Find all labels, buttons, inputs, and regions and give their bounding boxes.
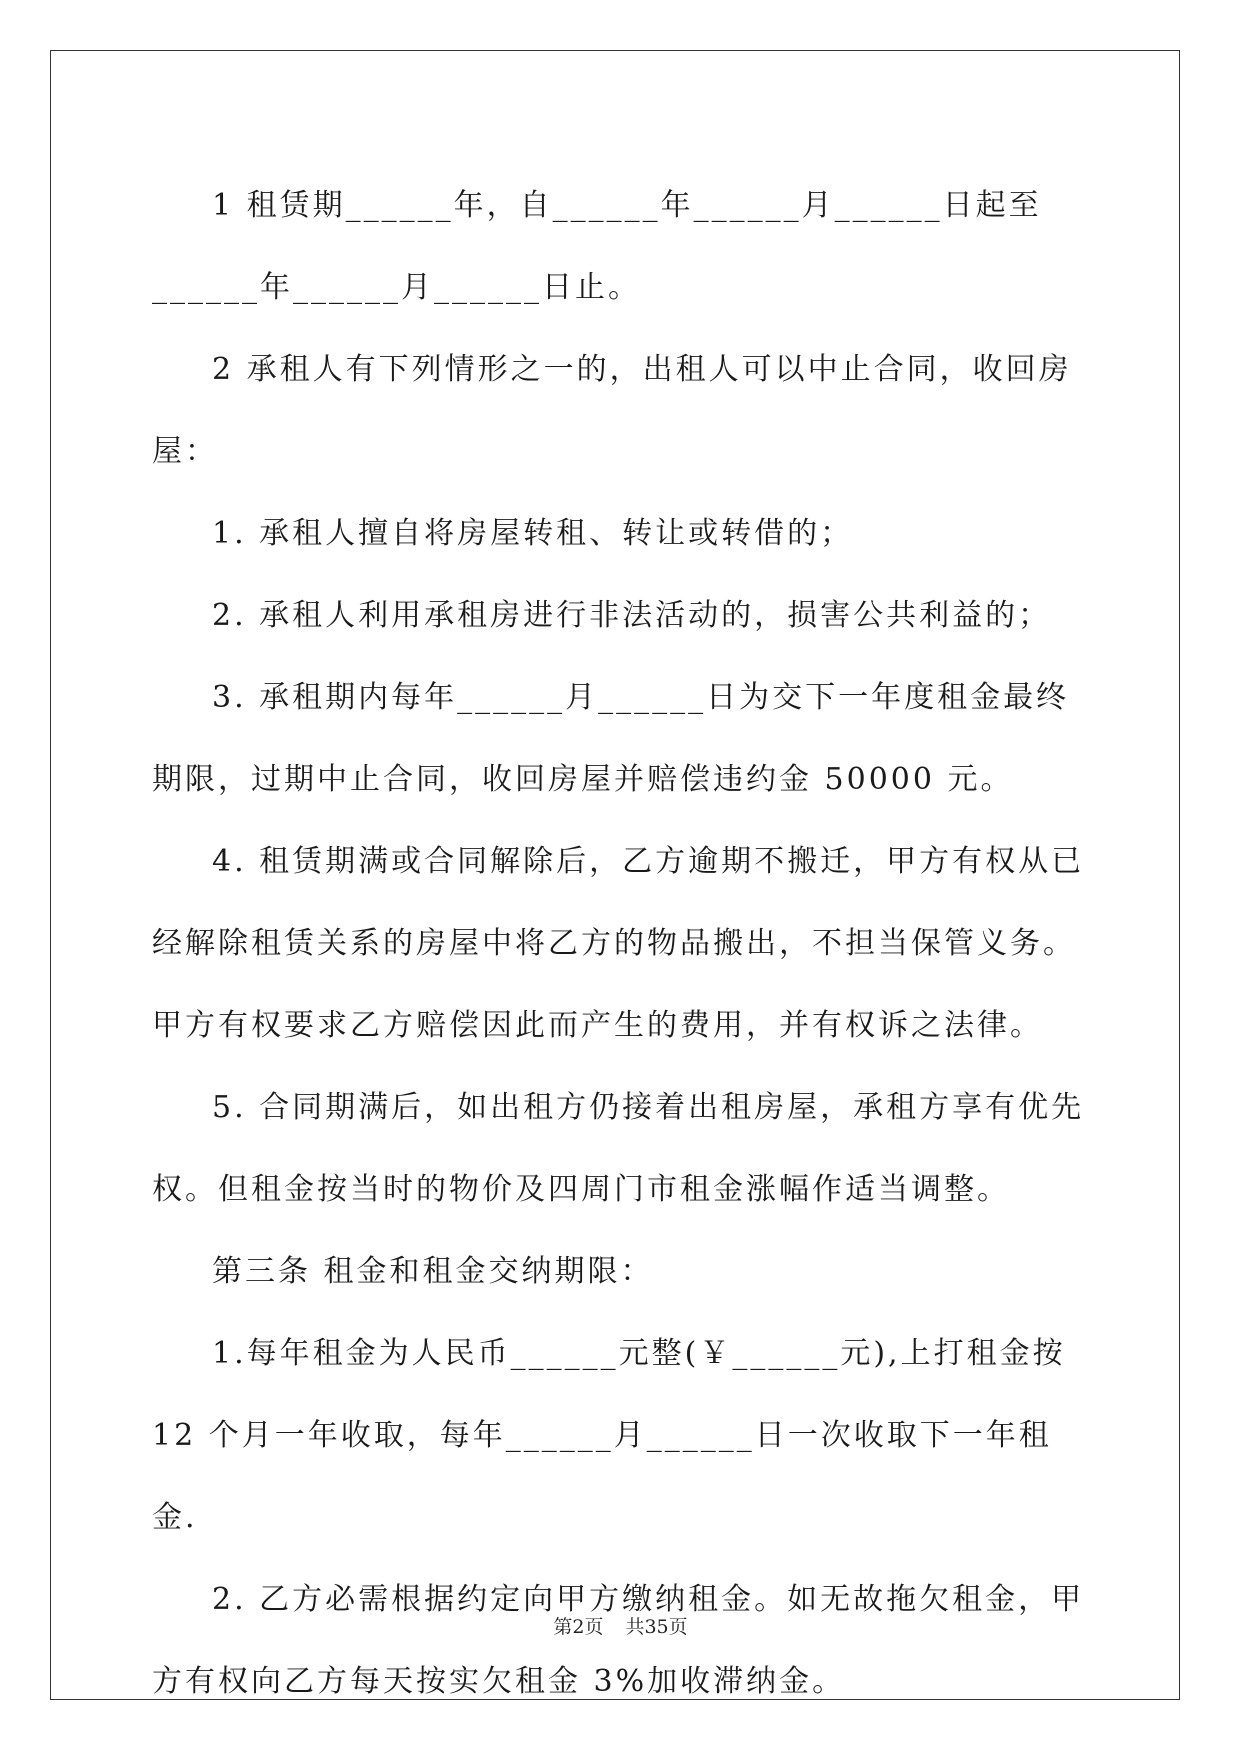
paragraph-renewal-priority-clause: 5. 合同期满后，如出租方仍接着出租房屋，承租方享有优先权。但租金按当时的物价及四周门市租金涨幅作适当调整。 (152, 1090, 1085, 1207)
paragraph-late-fee: 2. 乙方必需根据约定向甲方缴纳租金。如无故拖欠租金，甲方有权向乙方每天按实欠租金 3%加收滞纳金。 (152, 1582, 1085, 1699)
paragraph-rent-deadline-clause: 3. 承租期内每年______月______日为交下一年度租金最终期限，过期中止合同，收回房屋并赔偿违约金 50000 元。 (152, 680, 1070, 797)
article-heading-rent-terms: 第三条 租金和租金交纳期限： (212, 1254, 654, 1289)
paragraph-termination-conditions: 2 承租人有下列情形之一的，出租人可以中止合同，收回房屋： (152, 352, 1072, 469)
paragraph-illegal-activity-clause: 2. 承租人利用承租房进行非法活动的，损害公共利益的； (212, 598, 1052, 633)
page-footer (0, 1612, 1241, 1639)
total-pages: 共35页 (625, 1616, 688, 1638)
paragraph-annual-rent: 1.每年租金为人民币______元整(￥______元),上打租金按 12 个月一年收取，每年______月______日一次收取下一年租金. (152, 1336, 1079, 1535)
paragraph-eviction-clause: 4. 租赁期满或合同解除后，乙方逾期不搬迁，甲方有权从已经解除租赁关系的房屋中将乙方的物品搬出，不担当保管义务。甲方有权要求乙方赔偿因此而产生的费用，并有权诉之法律。 (152, 844, 1085, 1043)
paragraph-lease-term: 1 租赁期______年，自______年______月______日起至______年______月______日止。 (152, 188, 1042, 305)
document-body (152, 165, 1088, 1723)
page-number: 第2页 (553, 1616, 604, 1638)
paragraph-sublease-clause: 1. 承租人擅自将房屋转租、转让或转借的； (212, 516, 854, 551)
